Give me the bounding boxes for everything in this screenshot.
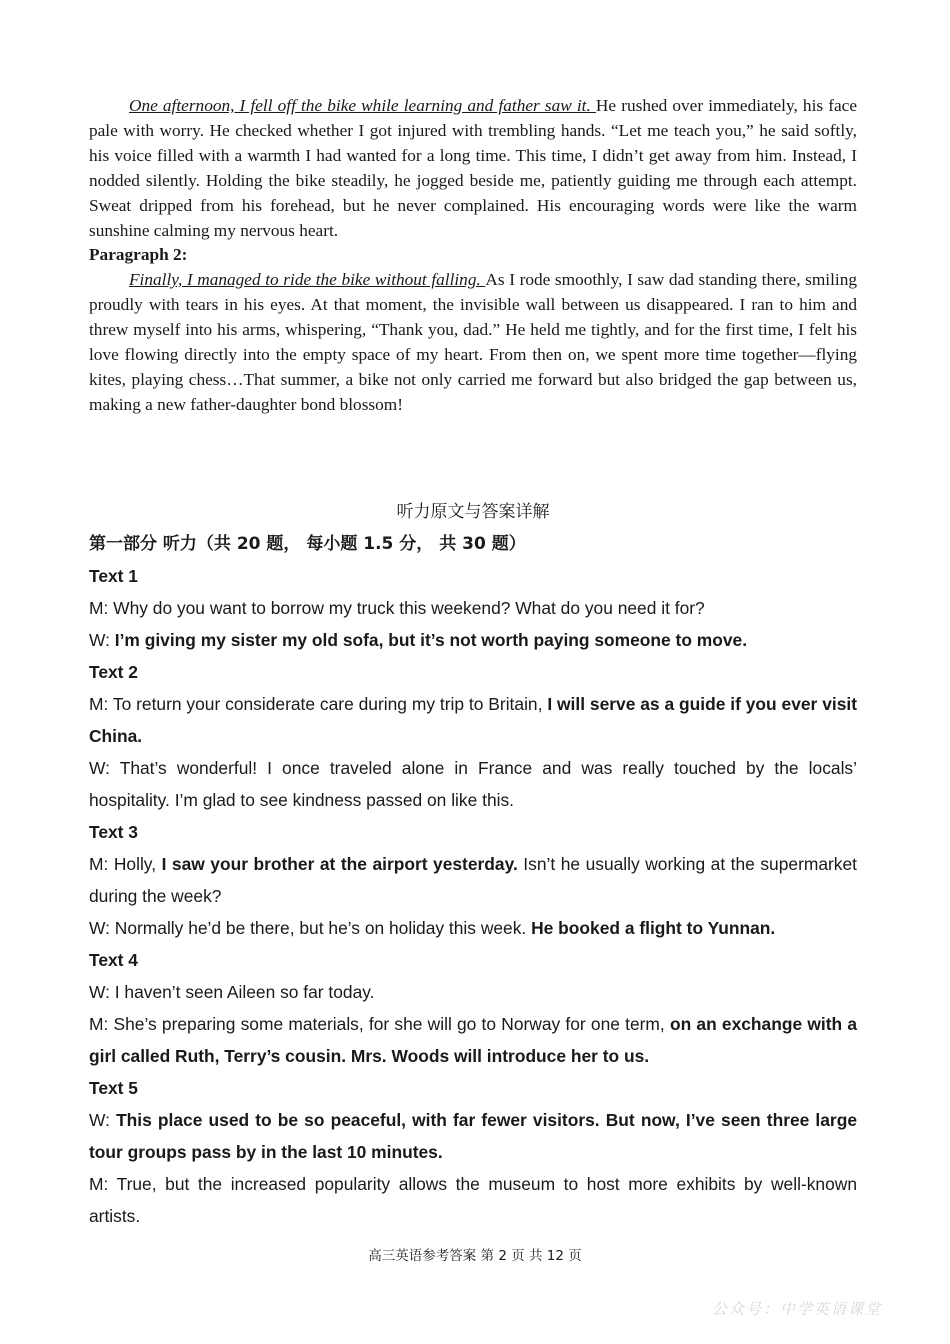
speaker: W: bbox=[89, 758, 120, 778]
text-5-label: Text 5 bbox=[89, 1078, 138, 1098]
dialogue-line bbox=[89, 592, 857, 624]
dialogue-line bbox=[89, 752, 857, 816]
line-text: Why do you want to borrow my truck this weekend? What do you need it for? bbox=[113, 598, 705, 618]
speaker: M: bbox=[89, 694, 113, 714]
speaker: M: bbox=[89, 1014, 114, 1034]
essay-paragraph-1 bbox=[89, 94, 857, 243]
section-title: 听力原文与答案详解 bbox=[396, 502, 550, 522]
text-4-label: Text 4 bbox=[89, 950, 138, 970]
answer-highlight: I saw your brother at the airport yesterday. bbox=[161, 854, 518, 874]
essay-paragraph-2 bbox=[89, 268, 857, 417]
watermark: 公众号：中学英语课堂 bbox=[711, 1300, 882, 1318]
line-text: Normally he’d be there, but he’s on holiday this week. bbox=[114, 918, 532, 938]
speaker: W: bbox=[89, 918, 115, 938]
dialogue-line bbox=[89, 912, 857, 944]
line-text: Holly, bbox=[113, 854, 162, 874]
dialogue-line bbox=[89, 1008, 857, 1072]
paragraph-body: As I rode smoothly, I saw dad standing there, smiling proudly with tears in his eyes. At that moment, the invisible wall between us disappeared. I ran to him and threw myself into his arms, whispering, “Thank you, dad.” He held me tightly, and for the first time, I felt his love flowing directly into the empty space of my heart. From then on, we spent more time together—flying kites, playing chess…That summer, a bike not only carried me forward but also bridged the gap between us, making a new father-daughter bond blossom! bbox=[89, 270, 857, 414]
speaker: W: bbox=[89, 1110, 117, 1130]
paragraph-body: He rushed over immediately, his face pale with worry. He checked whether I got injured with trembling hands. “Let me teach you,” he said softly, his voice filled with a warmth I had wanted for a long time. This time, I didn’t get away from him. Instead, I nodded silently. Holding the bike steadily, he jogged beside me, patiently guiding me through each attempt. Sweat dripped from his forehead, but he never complained. His encouraging words were like the warm sunshine calming my nervous heart. bbox=[89, 96, 857, 240]
answer-highlight: He booked a flight to Yunnan. bbox=[531, 918, 776, 938]
line-text: To return your considerate care during my trip to Britain, bbox=[112, 694, 548, 714]
page-footer: 高三英语参考答案 第 2 页 共 12 页 bbox=[368, 1248, 582, 1264]
listening-section bbox=[89, 496, 857, 1232]
answer-highlight: I’m giving my sister my old sofa, but it’s not worth paying someone to move. bbox=[114, 630, 748, 650]
speaker: M: bbox=[89, 598, 114, 618]
line-text: I haven’t seen Aileen so far today. bbox=[114, 982, 375, 1002]
dialogue-line bbox=[89, 688, 857, 752]
underlined-opening-sentence: Finally, I managed to ride the bike without falling. bbox=[129, 270, 486, 290]
speaker: W: bbox=[89, 630, 115, 650]
answer-highlight: on an exchange with a girl called Ruth, Terry’s cousin. Mrs. Woods will introduce her to us. bbox=[89, 1014, 857, 1066]
speaker: M: bbox=[89, 1174, 117, 1194]
speaker: M: bbox=[89, 854, 114, 874]
line-text: That’s wonderful! I once traveled alone in France and was really touched by the locals’ hospitality. I’m glad to see kindness passed on like this. bbox=[89, 758, 857, 810]
underlined-opening-sentence: One afternoon, I fell off the bike while learning and father saw it. bbox=[129, 96, 596, 115]
text-2-label: Text 2 bbox=[89, 662, 138, 682]
dialogue-line bbox=[89, 848, 857, 912]
dialogue-line bbox=[89, 1104, 857, 1168]
answer-highlight: I will serve as a guide if you ever visit China. bbox=[89, 694, 857, 746]
part-title: 第一部分 听力（共 20 题， 每小题 1.5 分， 共 30 题） bbox=[89, 534, 526, 554]
dialogue-line bbox=[89, 1168, 857, 1232]
text-1-label: Text 1 bbox=[89, 566, 138, 586]
line-text: True, but the increased popularity allows the museum to host more exhibits by well-known artists. bbox=[89, 1174, 857, 1226]
dialogue-line bbox=[89, 976, 857, 1008]
text-3-label: Text 3 bbox=[89, 822, 138, 842]
line-text: She’s preparing some materials, for she will go to Norway for one term, bbox=[113, 1014, 670, 1034]
essay-section bbox=[89, 94, 857, 418]
speaker: W: bbox=[89, 982, 115, 1002]
answer-highlight: This place used to be so peaceful, with far fewer visitors. But now, I’ve seen three large tour groups pass by in the last 10 minutes. bbox=[89, 1110, 857, 1162]
line-text: Isn’t he usually working at the supermarket during the week? bbox=[89, 854, 858, 906]
dialogue-line bbox=[89, 624, 857, 656]
paragraph-2-label: Paragraph 2: bbox=[89, 245, 188, 265]
